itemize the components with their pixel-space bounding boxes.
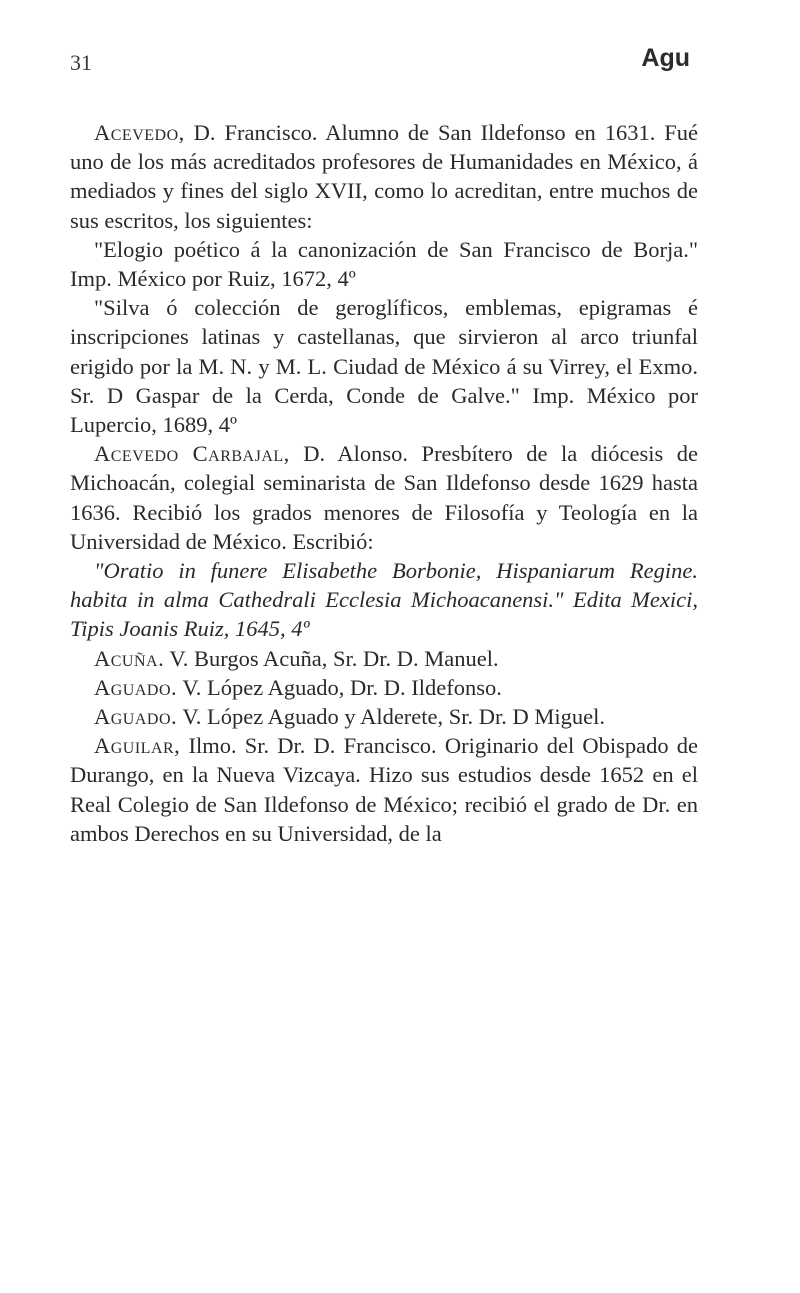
running-title: Agu xyxy=(641,44,690,72)
entry-acuna xyxy=(70,644,698,673)
entry-acevedo-francisco xyxy=(70,118,698,235)
entry-text: V. López Aguado, Dr. D. Ildefonso. xyxy=(177,674,502,700)
entry-headword: Aguilar, xyxy=(94,733,181,759)
entry-aguilar xyxy=(70,731,698,848)
entry-work-silva xyxy=(70,293,698,439)
entry-text: "Silva ó colección de geroglíficos, emblemas, epigramas é inscripciones latinas y castellanas, que sirvieron al arco triunfal erigido por la M. N. y M. L. Ciudad de México á su Virrey, el Exmo. Sr. D Gaspar de la Cerda, Conde de Galve." Imp. México por Lupercio, 1689, 4º xyxy=(70,295,698,438)
entry-headword: Acevedo Carbajal, xyxy=(94,441,290,467)
entry-italic-text: "Oratio in funere Elisabethe Borbonie, Hispaniarum Regine. habita in alma Cathedrali Ecclesia Michoacanensi." Edita Mexici, Tipis Joanis Ruiz, 1645, 4º xyxy=(70,558,698,642)
entry-headword: Acevedo, xyxy=(94,120,185,145)
entry-headword: Aguado. xyxy=(94,674,178,700)
entry-acevedo-carbajal xyxy=(70,439,698,556)
entry-work-elogio xyxy=(70,235,698,293)
entry-text: D. Alonso. Presbítero de la diócesis de Michoacán, colegial seminarista de San Ildefonso desde 1629 hasta 1636. Recibió los grados menores de Filosofía y Teología en la Universidad de México. Escribió: xyxy=(70,441,698,554)
entry-aguado-ildefonso xyxy=(70,673,698,702)
page-number: 31 xyxy=(70,50,92,75)
entry-headword: Acuña. xyxy=(94,645,165,671)
entry-text: V. Burgos Acuña, Sr. Dr. D. Manuel. xyxy=(164,645,499,671)
running-head xyxy=(70,44,690,84)
entry-text: "Elogio poético á la canonización de San Francisco de Borja." Imp. México por Ruiz, 1672, 4º xyxy=(70,236,698,292)
body-text xyxy=(70,118,698,848)
entry-aguado-miguel xyxy=(70,702,698,731)
entry-work-oratio xyxy=(70,556,698,644)
entry-text: V. López Aguado y Alderete, Sr. Dr. D Miguel. xyxy=(177,704,606,730)
entry-text: Ilmo. Sr. Dr. D. Francisco. Originario del Obispado de Durango, en la Nueva Vizcaya. Hizo sus estudios desde 1652 en el Real Colegio de San Ildefonso de México; recibió el grado de Dr. en ambos Derechos en su Universidad, de la xyxy=(70,733,698,846)
entry-headword: Aguado. xyxy=(94,704,178,730)
entry-text: D. Francisco. Alumno de San Ildefonso en 1631. Fué uno de los más acreditados profesores de Humanidades en México, á mediados y fines del siglo XVII, como lo acreditan, entre muchos de sus escritos, los siguientes: xyxy=(70,120,698,233)
